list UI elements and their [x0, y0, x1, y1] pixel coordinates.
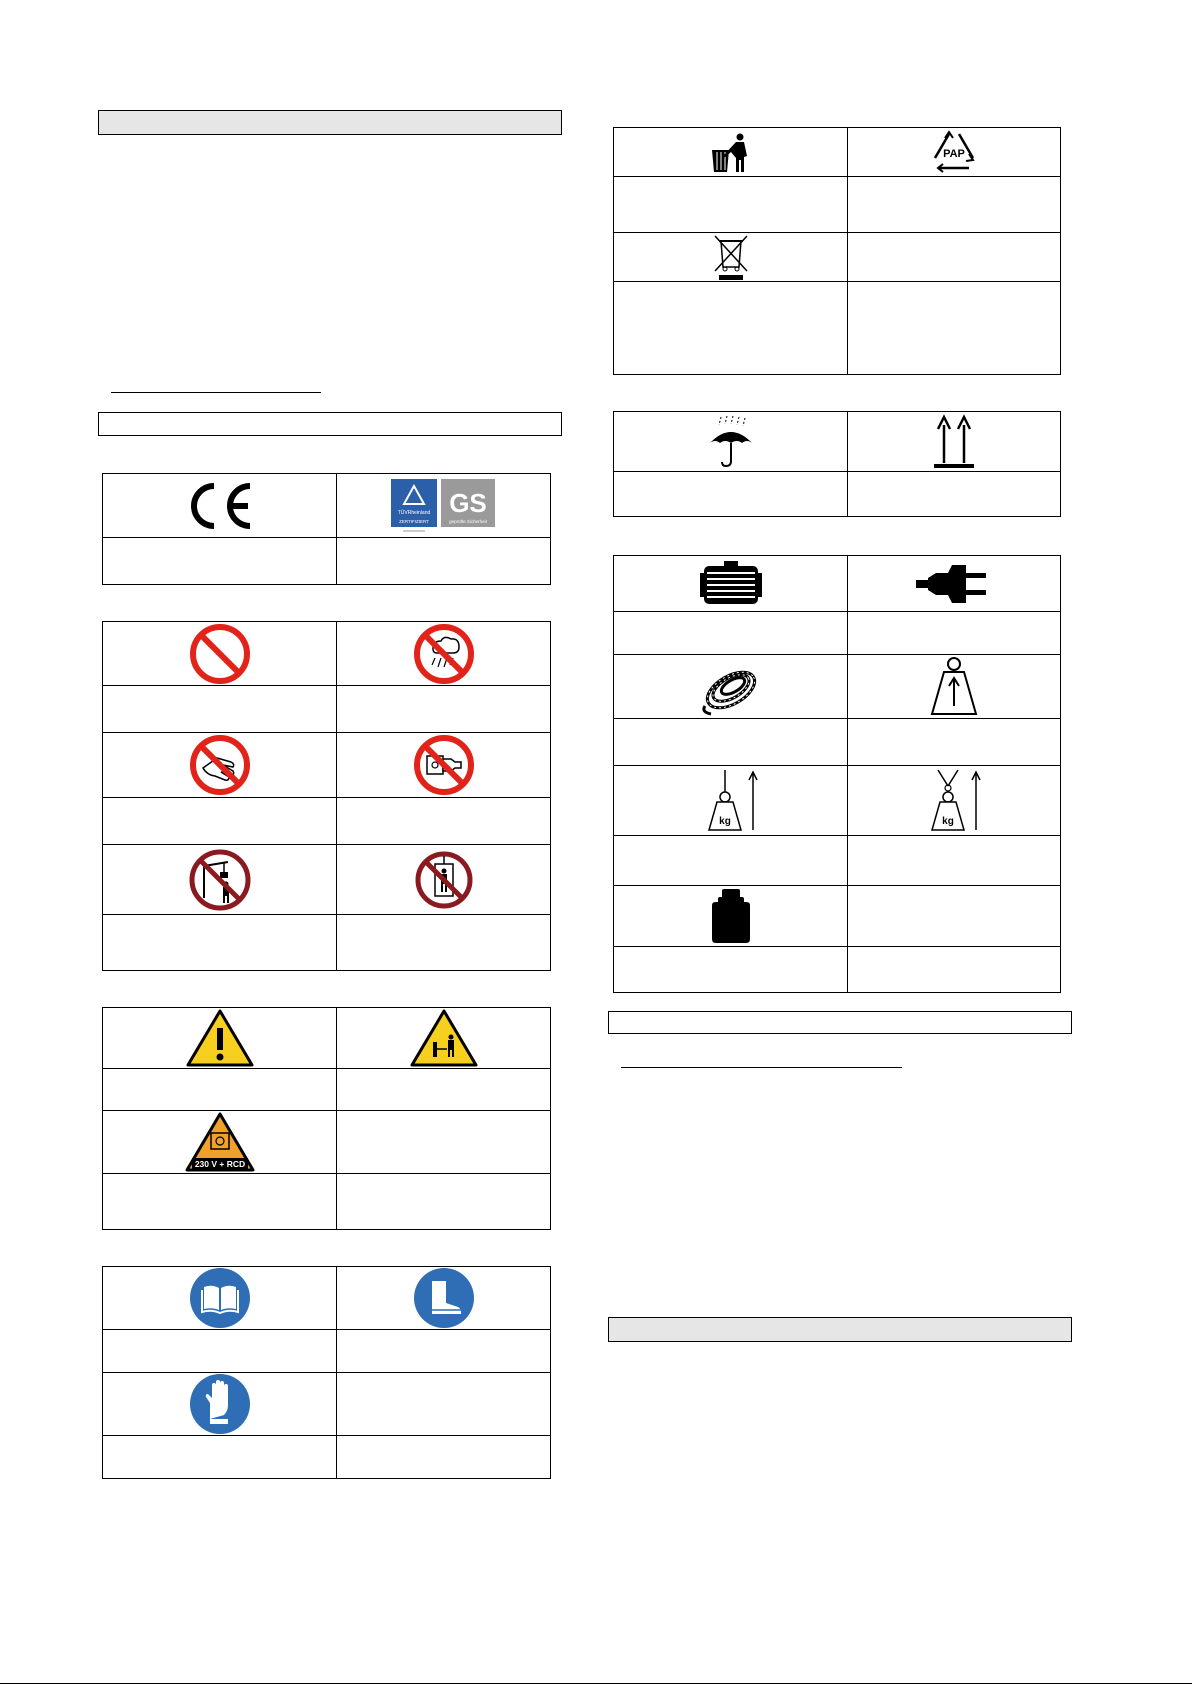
text-cell — [614, 719, 848, 766]
dustbin-cell — [614, 128, 848, 177]
text-cell — [614, 836, 848, 886]
weight-icon — [704, 887, 758, 945]
read-manual-cell — [103, 1267, 337, 1330]
safety-boots-cell — [337, 1267, 551, 1330]
single-rope-load-cell — [614, 766, 848, 836]
pap-recycle-cell — [848, 128, 1061, 177]
text-cell — [337, 798, 551, 845]
tuv-gs-certification-icon — [389, 477, 499, 535]
text-cell — [848, 282, 1061, 375]
section-header-box — [608, 1011, 1072, 1034]
text-cell — [337, 1373, 551, 1436]
umbrella-cell — [614, 412, 848, 472]
heading-underline — [111, 392, 321, 393]
load-hook-icon — [926, 656, 982, 718]
gs-text: GS — [448, 487, 487, 518]
prohibition-cell — [103, 622, 337, 686]
weee-cell — [614, 233, 848, 282]
certification-table — [102, 473, 551, 585]
heading-underline — [621, 1067, 902, 1068]
text-cell — [337, 686, 551, 733]
pap-recycling-icon — [927, 128, 981, 176]
tuv-gs-cell — [337, 474, 551, 538]
text-cell — [337, 1069, 551, 1111]
safety-gloves-cell — [103, 1373, 337, 1436]
double-rope-load-cell — [848, 766, 1061, 836]
text-cell — [103, 1069, 337, 1111]
gs-sub-text: geprüfte Sicherheit — [448, 518, 487, 524]
packaging-table — [613, 411, 1061, 517]
disposal-table — [613, 127, 1061, 375]
section-header-bar — [98, 110, 562, 135]
text-cell — [848, 177, 1061, 233]
no-person-transport-icon — [414, 850, 474, 910]
double-rope-pulley-load-icon — [922, 768, 986, 834]
weight-cell — [614, 886, 848, 947]
no-rain-icon — [413, 623, 475, 685]
load-hook-cell — [848, 655, 1061, 719]
safety-gloves-icon — [189, 1373, 251, 1435]
text-cell — [103, 1436, 337, 1479]
warning-voltage-cell — [103, 1111, 337, 1174]
text-cell — [848, 886, 1061, 947]
text-cell — [337, 1436, 551, 1479]
section-header-bar — [608, 1317, 1072, 1342]
kg-text: kg — [942, 815, 954, 827]
text-cell — [848, 612, 1061, 655]
this-way-up-arrows-icon — [932, 413, 976, 471]
section-header-box — [98, 412, 562, 436]
warning-table — [102, 1007, 551, 1230]
text-cell — [337, 538, 551, 585]
warning-load-cell — [337, 1008, 551, 1069]
page-bottom-rule — [0, 1683, 1192, 1684]
no-rain-cell — [337, 622, 551, 686]
no-person-transport-cell — [337, 845, 551, 915]
tuv-cert-text: ZERTIFIZIERT — [398, 518, 429, 524]
rope-coil-icon — [695, 656, 767, 718]
no-plug-icon — [413, 734, 475, 796]
voltage-sign-text: 230 V + RCD — [194, 1159, 245, 1169]
text-cell — [103, 798, 337, 845]
motor-cell — [614, 556, 848, 612]
no-hand-touch-icon — [189, 734, 251, 796]
text-cell — [103, 538, 337, 585]
text-cell — [848, 233, 1061, 282]
warning-cell — [103, 1008, 337, 1069]
no-plug-cell — [337, 733, 551, 798]
text-cell — [103, 1330, 337, 1373]
read-manual-icon — [189, 1267, 251, 1329]
power-plug-icon — [914, 559, 994, 609]
text-cell — [337, 915, 551, 971]
rope-cell — [614, 655, 848, 719]
text-cell — [848, 472, 1061, 517]
pap-text: PAP — [943, 148, 965, 160]
text-cell — [614, 177, 848, 233]
prohibition-sign-icon — [189, 623, 251, 685]
text-cell — [848, 836, 1061, 886]
tidy-man-dustbin-icon — [709, 130, 753, 174]
mandatory-table — [102, 1266, 551, 1479]
no-stand-under-cell — [103, 845, 337, 915]
voltage-warning-icon — [184, 1111, 256, 1173]
technical-symbols-table — [613, 555, 1061, 993]
text-cell — [103, 915, 337, 971]
safety-boots-icon — [413, 1267, 475, 1329]
text-cell — [337, 1174, 551, 1230]
text-cell — [337, 1330, 551, 1373]
text-cell — [614, 472, 848, 517]
no-standing-under-load-icon — [188, 848, 252, 912]
crossed-wheelie-bin-icon — [711, 233, 751, 281]
text-cell — [848, 947, 1061, 993]
this-way-up-cell — [848, 412, 1061, 472]
text-cell — [103, 686, 337, 733]
suspended-load-warning-icon — [409, 1008, 479, 1068]
prohibition-table — [102, 621, 551, 971]
no-touch-cell — [103, 733, 337, 798]
single-rope-load-icon — [699, 768, 763, 834]
text-cell — [337, 1111, 551, 1174]
text-cell — [848, 719, 1061, 766]
general-warning-icon — [185, 1008, 255, 1068]
keep-dry-umbrella-icon — [707, 415, 755, 469]
text-cell — [614, 282, 848, 375]
kg-text: kg — [718, 815, 731, 827]
ce-mark-icon — [183, 481, 257, 531]
text-cell — [614, 947, 848, 993]
motor-icon — [698, 559, 764, 609]
plug-cell — [848, 556, 1061, 612]
text-cell — [103, 1174, 337, 1230]
text-cell — [614, 612, 848, 655]
tuv-brand-text: TÜVRheinland — [397, 509, 430, 516]
ce-cell — [103, 474, 337, 538]
